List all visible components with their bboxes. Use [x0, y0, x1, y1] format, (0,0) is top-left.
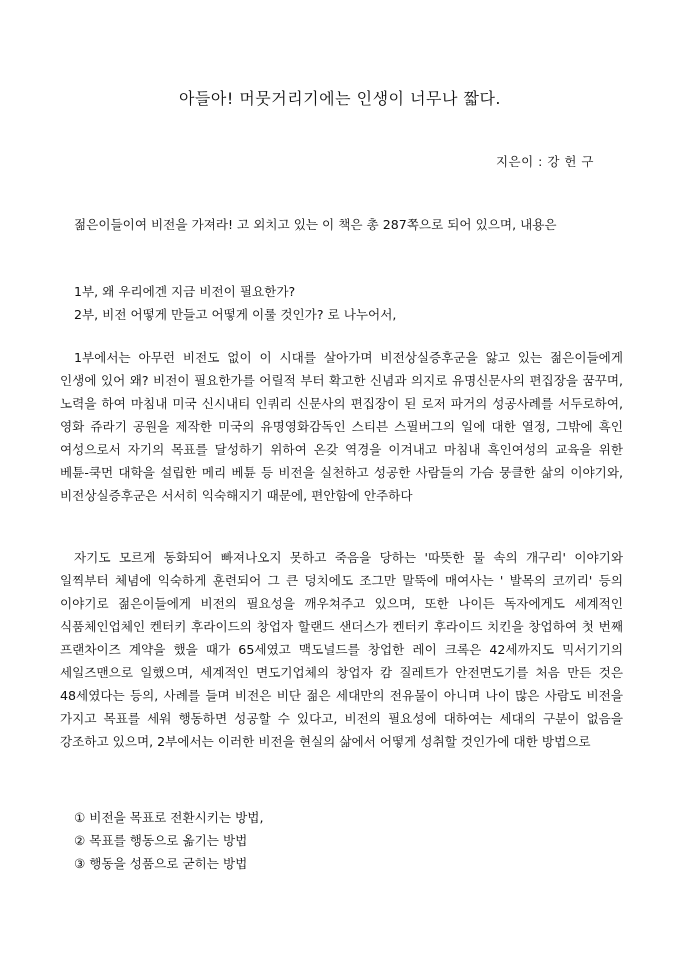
paragraph-examples: 자기도 모르게 동화되어 빠져나오지 못하고 죽음을 당하는 '따뜻한 물 속의 개구리' 이야기와 일찍부터 체념에 익숙하게 훈련되어 그 큰 덩치에도 조그만 말뚝에 매여사는 ' 발목의 코끼리' 등의 이야기로 젊은이들에게 비전의 필요성을 깨우쳐주고 있으며, 또한 나이든 독자에게도 세계적인 식품체인업체인 켄터키 후라이드의 창업자 할랜드 샌더스가 켄터키 후라이드 치킨을 창업하여 첫 번째 프랜차이즈 계약을 했을 때가 65세였고 맥도널드를 창업한 레이 크록은 42세까지도 믹서기기의 세일즈맨으로 일했으며, 세계적인 면도기업체의 창업자 캄 질레트가 안전면도기를 처음 만든 것은 48세였다는 등의, 사례를 들며 비전은 비단 젊은 세대만의 전유물이 아니며 나이 많은 사람도 비전을 가지고 목표를 세워 행동하면 성공할 수 있다고, 비전의 필요성에 대하여는 세대의 구분이 없음을 강조하고 있으며, 2부에서는 이러한 비전을 현실의 삶에서 어떻게 성취할 것인가에 대한 방법으로: [60, 550, 623, 749]
method-item-2: ② 목표를 행동으로 옮기는 방법: [74, 833, 248, 848]
part-1-line: 1부, 왜 우리에겐 지금 비전이 필요한가?: [74, 284, 296, 299]
author-line: 지은이 : 강 헌 구: [495, 154, 594, 169]
method-item-3: ③ 행동을 성품으로 굳히는 방법: [74, 856, 248, 871]
methods-list: [60, 806, 623, 875]
paragraph-part1: 1부에서는 아무런 비전도 없이 이 시대를 살아가며 비전상실증후군을 앓고 있는 젊은이들에게 인생에 있어 왜? 비전이 필요한가를 어릴적 부터 확고한 신념과 의지로 유명신문사의 편집장을 꿈꾸며, 노력을 하여 마침내 미국 신시내티 인쿼리 신문사의 편집장이 된 로저 파거의 성공사례를 서두로하여, 영화 쥬라기 공원을 제작한 미국의 유명영화감독인 스티븐 스필버그의 일에 대한 열정, 그밖에 흑인 여성으로서 자기의 목표를 달성하기 위하여 온갖 역경을 이겨내고 마침내 흑인여성의 교육을 위한 베튠-쿡먼 대학을 설립한 메리 베튠 등 비전을 실천하고 성공한 사람들의 가슴 뭉클한 삶의 이야기와, 비전상실증후군은 서서히 익숙해지기 때문에, 편안함에 안주하다: [60, 350, 623, 503]
parts-list: [60, 280, 623, 326]
intro-paragraph: 젊은이들이여 비전을 가져라! 고 외치고 있는 이 책은 총 287쪽으로 되어 있으며, 내용은: [74, 217, 557, 232]
method-item-1: ① 비전을 목표로 전환시키는 방법,: [74, 810, 264, 825]
page-title: 아들아! 머뭇거리기에는 인생이 너무나 짧다.: [178, 89, 502, 108]
part-2-line: 2부, 비전 어떻게 만들고 어떻게 이룰 것인가? 로 나누어서,: [74, 307, 397, 322]
